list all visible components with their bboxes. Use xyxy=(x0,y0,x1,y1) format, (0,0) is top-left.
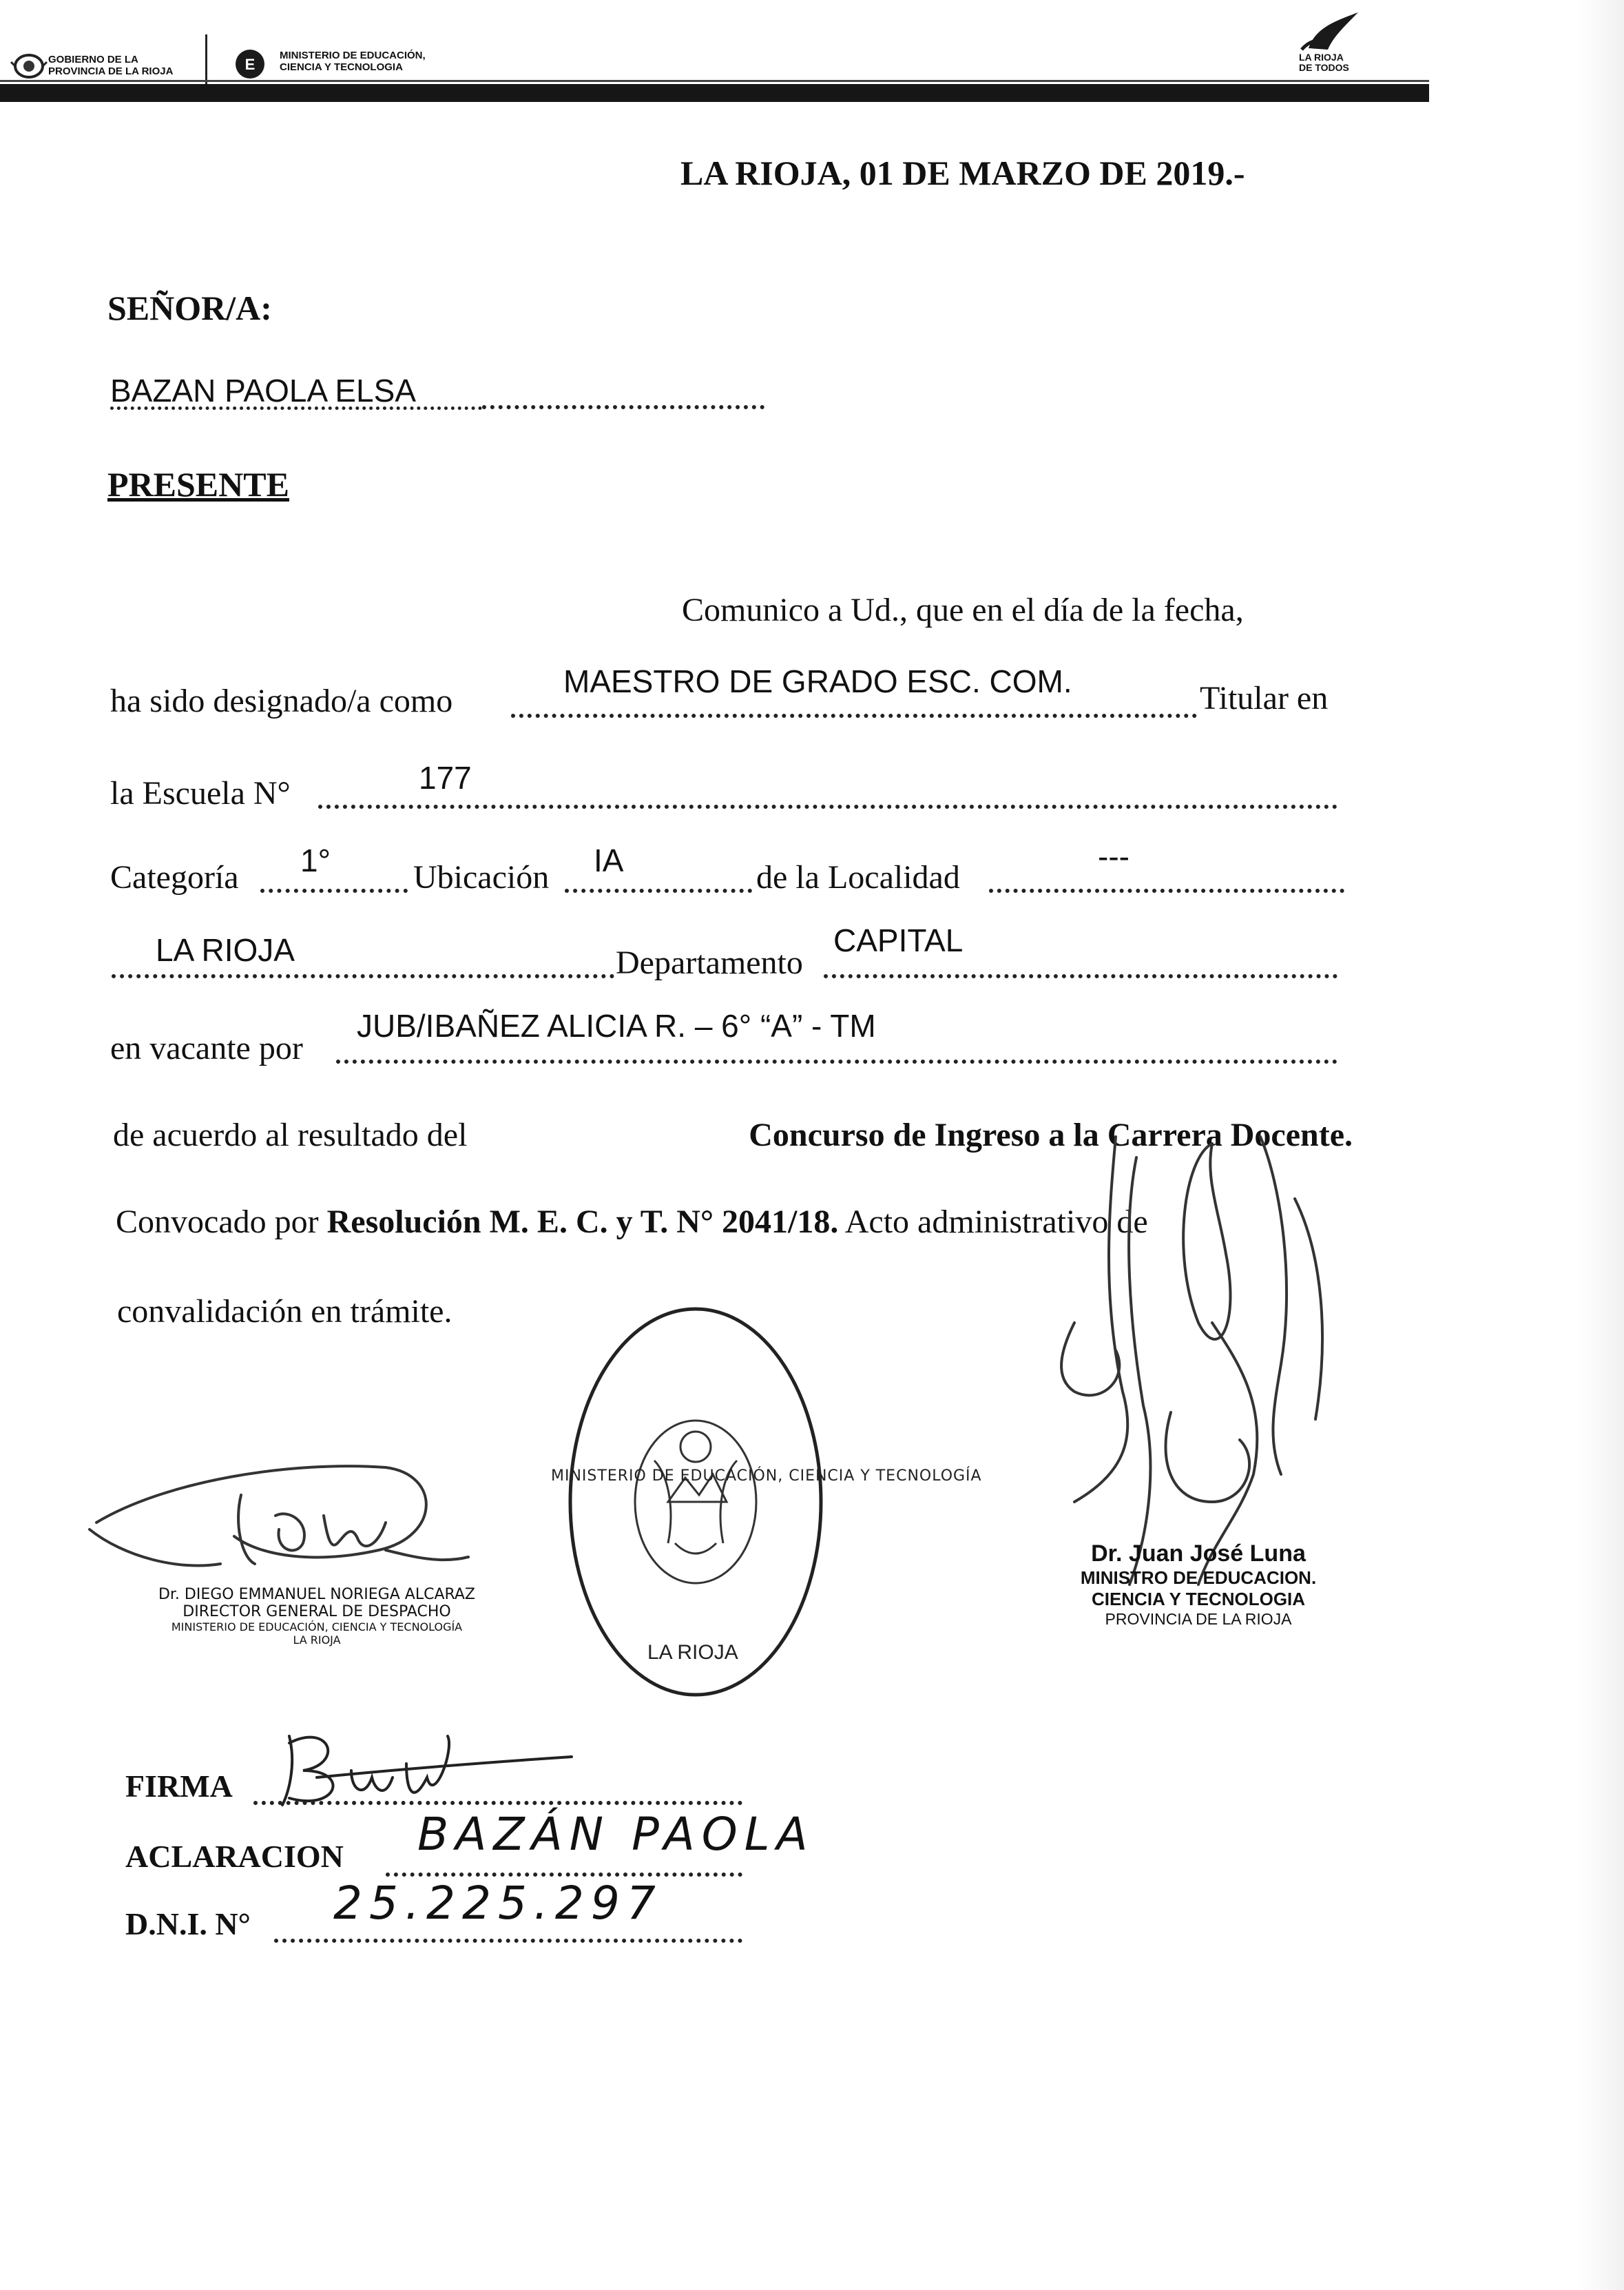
convocation-text-2: Acto administrativo de xyxy=(844,1204,1148,1240)
city-dots xyxy=(112,974,614,978)
locality-dots xyxy=(989,889,1344,893)
ministry-title xyxy=(280,50,426,73)
firma-label: FIRMA xyxy=(125,1768,233,1804)
school-dots xyxy=(318,805,1337,809)
ministry-line-1: MINISTERIO DE EDUCACIÓN, xyxy=(280,50,426,61)
svg-text:E: E xyxy=(244,56,256,73)
director-place: LA RIOJA xyxy=(293,1633,341,1647)
convocation-line xyxy=(116,1203,1148,1241)
category-label: Categoría xyxy=(110,859,239,896)
seal-ring-text: MINISTERIO DE EDUCACIÓN, CIENCIA Y TECNOLOGÍA xyxy=(551,1467,982,1485)
logo-line-1: LA RIOJA xyxy=(1299,52,1344,63)
la-rioja-logo-text xyxy=(1299,52,1349,73)
minister-block xyxy=(1054,1540,1343,1629)
recipient-underline xyxy=(110,406,482,410)
gov-line-1: GOBIERNO DE LA xyxy=(48,54,138,65)
last-line: convalidación en trámite. xyxy=(117,1293,452,1330)
position-value: MAESTRO DE GRADO ESC. COM. xyxy=(563,663,1072,699)
minister-org: CIENCIA Y TECNOLOGIA xyxy=(1091,1589,1306,1609)
gov-line-2: PROVINCIA DE LA RIOJA xyxy=(48,65,174,77)
category-value: 1° xyxy=(300,843,331,878)
city-value: LA RIOJA xyxy=(156,932,295,968)
la-rioja-logo-icon xyxy=(1295,7,1364,55)
position-dots xyxy=(511,714,1197,718)
department-value: CAPITAL xyxy=(833,922,964,958)
header-divider xyxy=(205,34,207,91)
titular-label: Titular en xyxy=(1200,680,1329,716)
ministry-line-2: CIENCIA Y TECNOLOGIA xyxy=(280,61,403,73)
salutation: SEÑOR/A: xyxy=(107,289,272,327)
dni-label: D.N.I. N° xyxy=(125,1906,251,1941)
locality-value: --- xyxy=(1098,838,1129,874)
vacancy-dots xyxy=(336,1060,1337,1064)
school-number: 177 xyxy=(419,760,472,796)
director-name: Dr. DIEGO EMMANUEL NORIEGA ALCARAZ xyxy=(158,1586,476,1603)
department-dots xyxy=(824,974,1337,978)
aclaracion-value: BAZÁN PAOLA xyxy=(417,1808,815,1861)
department-label: Departamento xyxy=(616,945,803,981)
minister-title: MINISTRO DE EDUCACION. xyxy=(1080,1567,1317,1588)
presente-label: PRESENTE xyxy=(107,465,289,504)
locality-label: de la Localidad xyxy=(756,859,960,896)
logo-line-2: DE TODOS xyxy=(1299,62,1349,73)
gov-title xyxy=(48,54,173,77)
director-title: DIRECTOR GENERAL DE DESPACHO xyxy=(183,1603,451,1620)
vacancy-label: en vacante por xyxy=(110,1030,303,1066)
seal-bottom-text: LA RIOJA xyxy=(647,1641,738,1664)
location-dots xyxy=(565,889,752,893)
director-org: MINISTERIO DE EDUCACIÓN, CIENCIA Y TECNOLOGÍA xyxy=(171,1620,463,1633)
vacancy-value: JUB/IBAÑEZ ALICIA R. – 6° “A” - TM xyxy=(357,1008,876,1044)
header xyxy=(0,0,1624,110)
school-label: la Escuela N° xyxy=(110,775,291,812)
location-label: Ubicación xyxy=(413,859,550,896)
date-line: LA RIOJA, 01 DE MARZO DE 2019.- xyxy=(680,154,1245,192)
accord-bold: Concurso de Ingreso a la Carrera Docente. xyxy=(749,1117,1353,1153)
accord-text: de acuerdo al resultado del xyxy=(113,1117,468,1153)
recipient-signature-icon xyxy=(248,1722,579,1819)
province-emblem-icon xyxy=(11,51,47,81)
dni-value: 25.225.297 xyxy=(333,1877,663,1930)
minister-name: Dr. Juan José Luna xyxy=(1091,1540,1306,1567)
minister-place: PROVINCIA DE LA RIOJA xyxy=(1105,1610,1292,1628)
minister-signature-icon xyxy=(1033,1116,1364,1598)
location-value: IA xyxy=(594,843,624,878)
ministry-badge-icon xyxy=(234,48,266,80)
header-rule-thin xyxy=(0,80,1429,82)
header-rule xyxy=(0,84,1429,102)
ministry-seal xyxy=(551,1302,982,1702)
category-dots xyxy=(260,889,408,893)
director-signature-icon xyxy=(83,1419,482,1598)
dni-dots xyxy=(274,1939,742,1943)
convocation-text: Convocado por xyxy=(116,1204,319,1240)
convocation-bold: Resolución M. E. C. y T. N° 2041/18. xyxy=(326,1204,839,1240)
scan-edge xyxy=(1577,0,1624,2290)
designated-label: ha sido designado/a como xyxy=(110,683,453,719)
intro-line: Comunico a Ud., que en el día de la fecha, xyxy=(682,592,1244,628)
recipient-name: BAZAN PAOLA ELSA xyxy=(110,373,417,409)
recipient-dots xyxy=(482,405,764,409)
aclaracion-label: ACLARACION xyxy=(125,1839,344,1874)
director-block xyxy=(138,1586,496,1647)
